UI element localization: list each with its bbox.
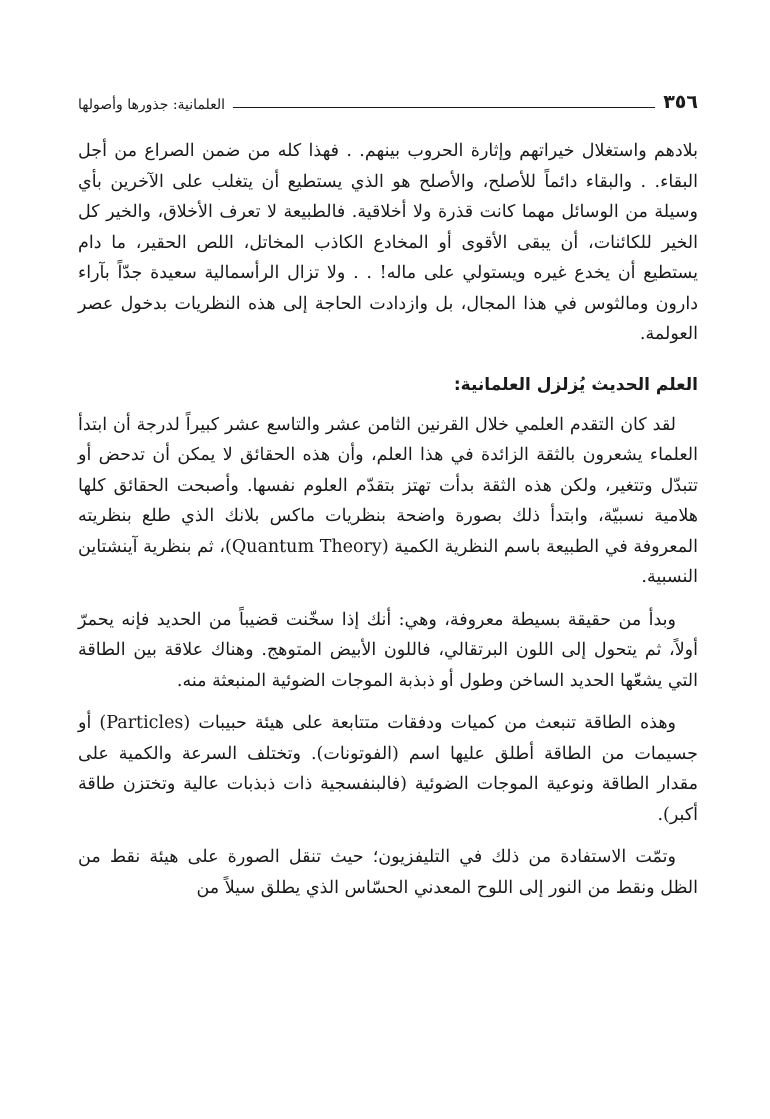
page-number: ٣٥٦ xyxy=(663,91,698,113)
paragraph-1: بلادهم واستغلال خيراتهم وإثارة الحروب بينهم. . فهذا كله من ضمن الصراع من أجل البقاء. . والبقاء دائماً للأصلح، والأصلح هو الذي يستطيع أن يتغلب على الآخرين بأي وسيلة من الوسائل مهما كانت قذرة ولا أخلاقية. فالطبيعة لا تعرف الأخلاق، والخير كل الخير للكائنات، أن يبقى الأقوى أو المخادع الكاذب المخاتل، اللص الحقير، ما دام يستطيع أن يخدع غيره ويستولي على ماله! . . ولا تزال الرأسمالية سعيدة جدّاً بآراء دارون ومالثوس في هذا المجال، بل وازدادت الحاجة إلى هذه النظريات بدخول عصر العولمة. xyxy=(78,141,698,344)
paragraph-5: وتمّت الاستفادة من ذلك في التليفزيون؛ حيث تنقل الصورة على هيئة نقط من الظل ونقط من النور إلى اللوح المعدني الحسّاس الذي يطلق سيلاً من xyxy=(78,847,698,898)
paragraph-4: وهذه الطاقة تنبعث من كميات ودفقات متتابعة على هيئة حبيبات (Particles) أو جسيمات من الطاقة أطلق عليها اسم (الفوتونات). وتختلف السرعة والكمية على مقدار الطاقة ونوعية الموجات الضوئية (فالبنفسجية ذات ذبذبات عالية وتختزن طاقة أكبر). xyxy=(78,713,698,825)
running-title: العلمانية: جذورها وأصولها xyxy=(78,97,226,113)
page-body xyxy=(78,136,698,903)
book-page xyxy=(78,82,698,903)
header-rule xyxy=(233,107,655,108)
paragraph-2: لقد كان التقدم العلمي خلال القرنين الثامن عشر والتاسع عشر كبيراً لدرجة أن ابتدأ العلماء يشعرون بالثقة الزائدة في هذا العلم، وأن هذه الحقائق لا يمكن أن تدحض أو تتبدّل وتتغير، ولكن هذه الثقة بدأت تهتز بتقدّم العلوم نفسها. وأصبحت الحقائق كلها هلامية نسبيّة، وابتدأ ذلك بصورة واضحة بنظريات ماكس بلانك الذي طلع بنظريته المعروفة في الطبيعة باسم النظرية الكمية (Quantum Theory)، ثم بنظرية آينشتاين النسبية. xyxy=(78,414,699,587)
section-heading: العلم الحديث يُزلزل العلمانية: xyxy=(453,374,698,395)
paragraph-3: وبدأ من حقيقة بسيطة معروفة، وهي: أنك إذا سخّنت قضيباً من الحديد فإنه يحمرّ أولاً، ثم يتحول إلى اللون البرتقالي، فاللون الأبيض المتوهج. وهناك علاقة بين الطاقة التي يشعّها الحديد الساخن وطول أو ذبذبة الموجات الضوئية المنبعثة منه. xyxy=(78,609,698,691)
running-header xyxy=(78,82,698,112)
